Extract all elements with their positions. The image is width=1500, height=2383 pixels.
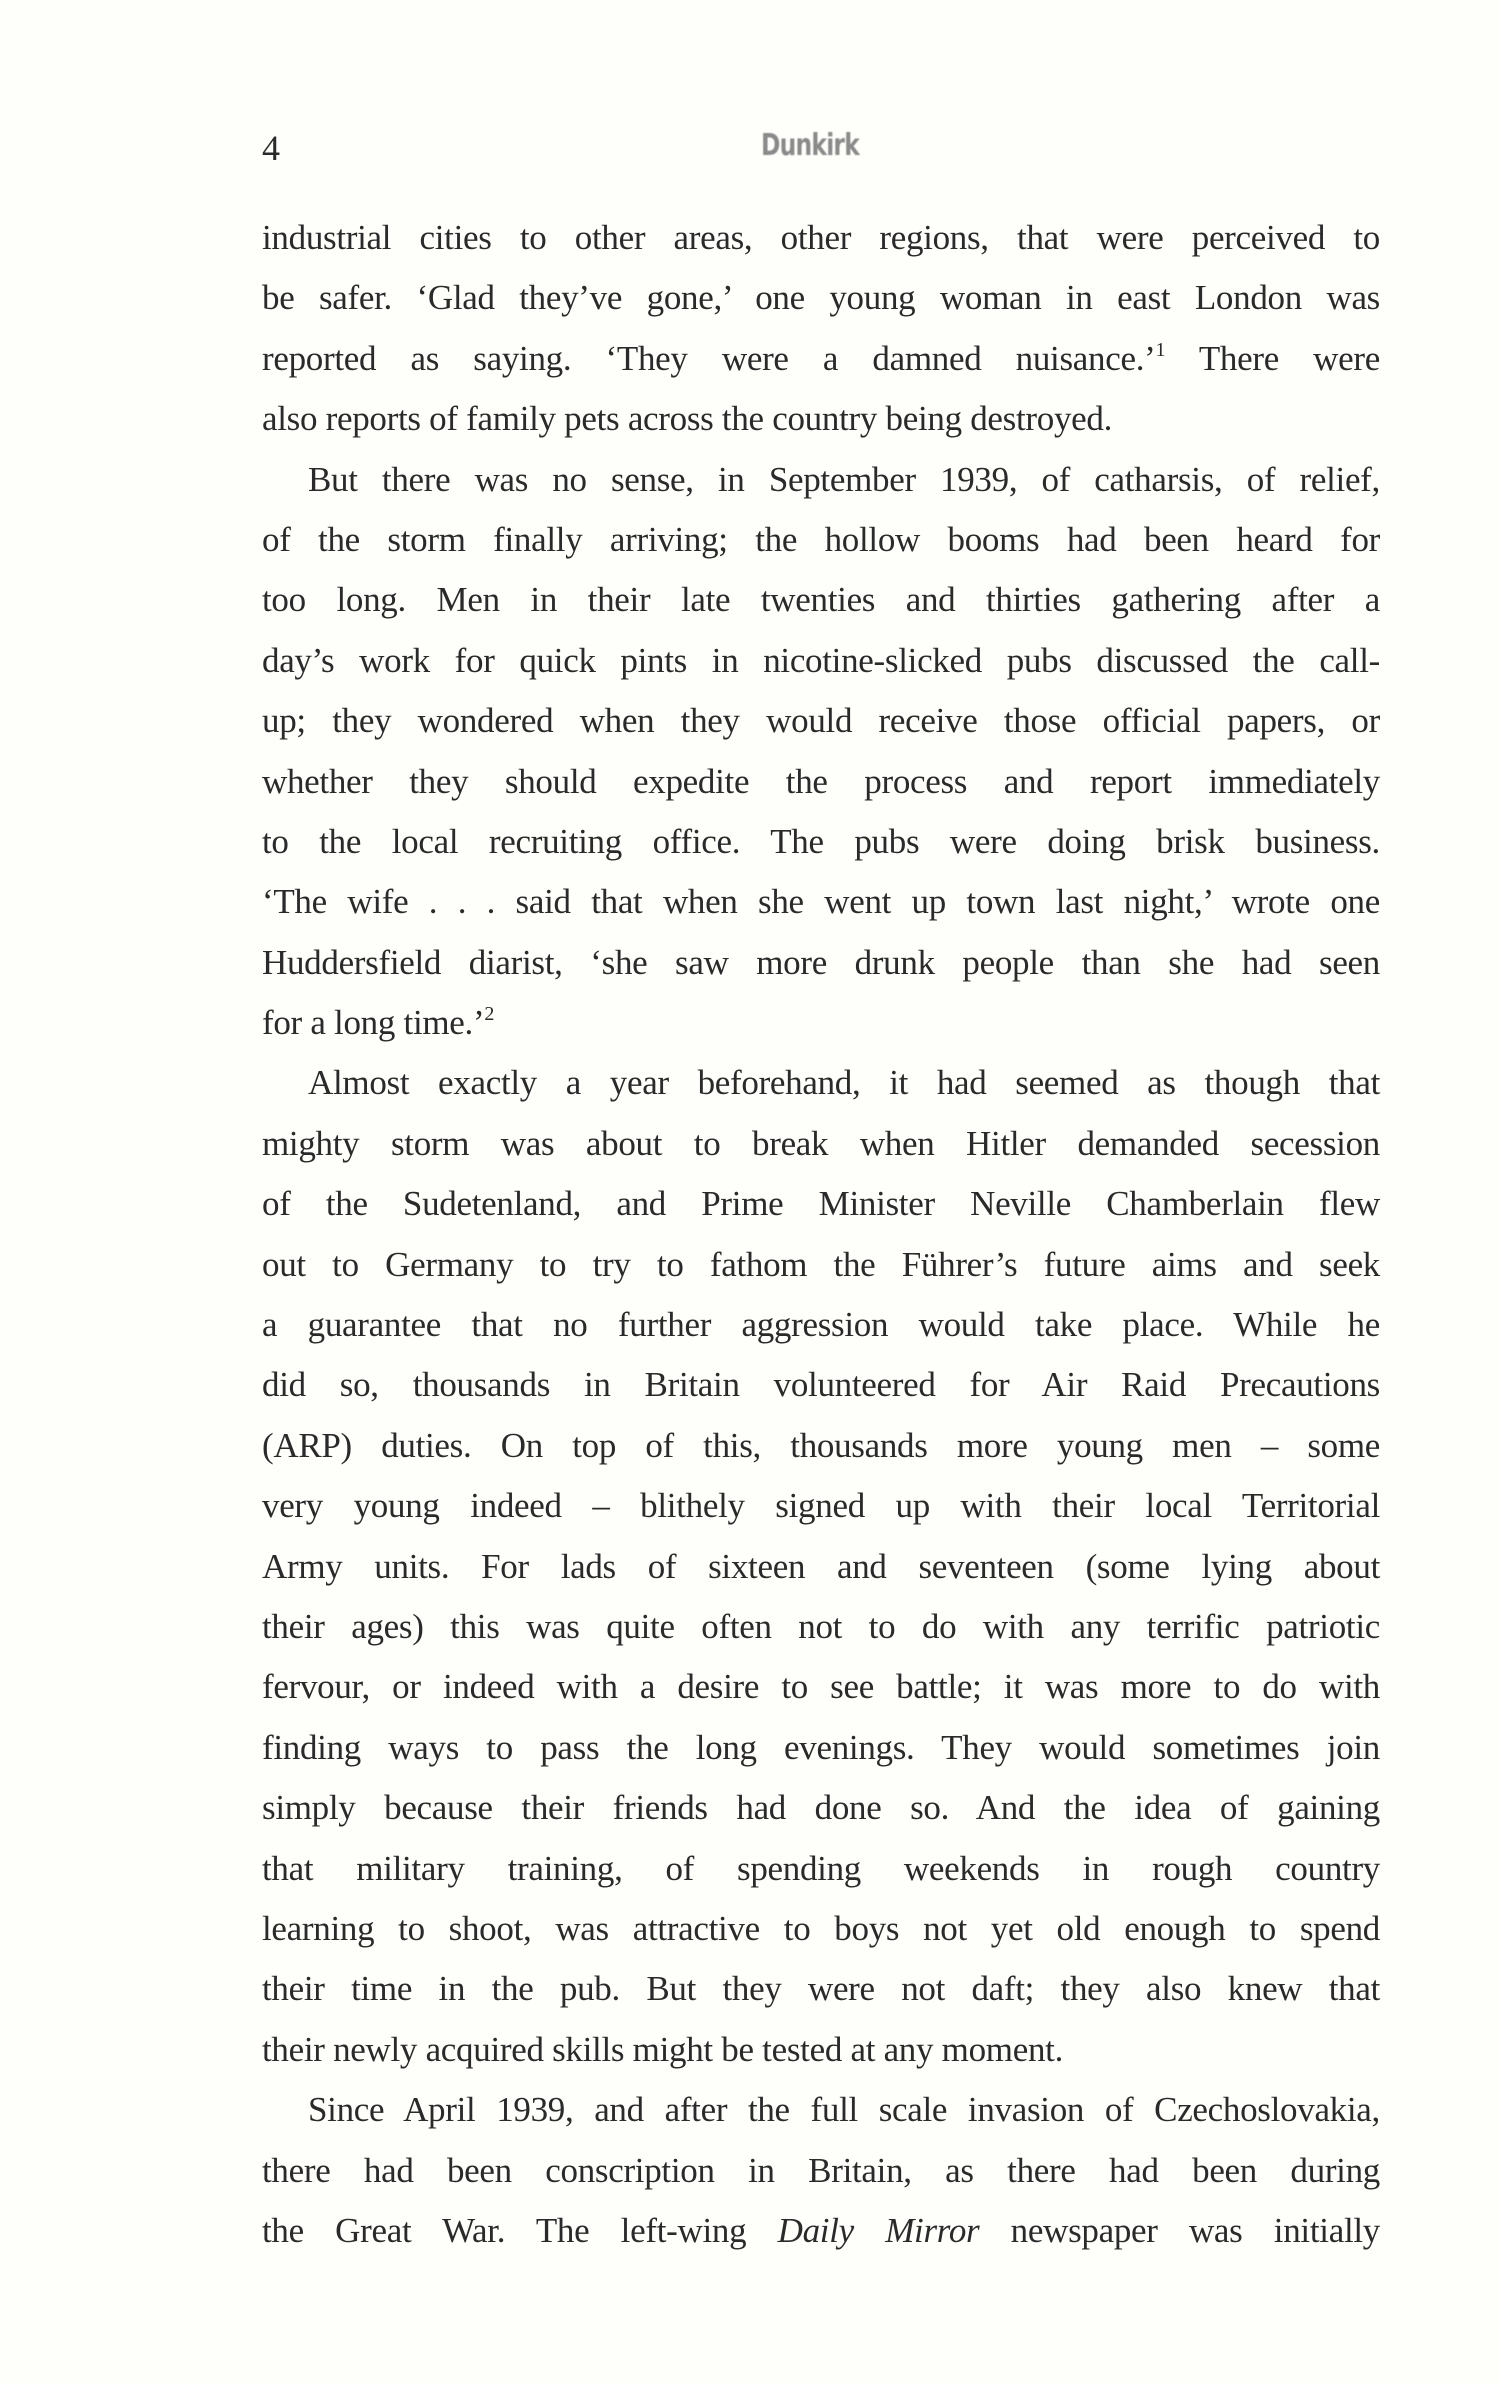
text-line: (ARP) duties. On top of this, thousands more young men – some <box>262 1425 1380 1465</box>
text-line: there had been conscription in Britain, as there had been during <box>262 2150 1380 2190</box>
text-line: the Great War. The left-wing Daily Mirror newspaper was initially <box>262 2210 1380 2250</box>
text-line: Almost exactly a year beforehand, it had seemed as though that <box>308 1063 1380 1103</box>
text-line: too long. Men in their late twenties and thirties gathering after a <box>262 580 1380 620</box>
text-line: up; they wondered when they would receive those official papers, or <box>262 701 1380 741</box>
text-line: of the storm finally arriving; the hollow booms had been heard for <box>262 519 1380 559</box>
page-number: 4 <box>262 128 280 168</box>
text-line: for a long time.’$^2$ <box>262 1003 495 1043</box>
text-line: industrial cities to other areas, other regions, that were perceived to <box>262 218 1380 257</box>
footnote-marker: 1 <box>1155 338 1166 361</box>
text-line: reported as saying. ‘They were a damned nuisance.’$^1$ There were <box>262 338 1380 378</box>
text-line: to the local recruiting office. The pubs were doing brisk business. <box>262 821 1380 861</box>
text-line: be safer. ‘Glad they’ve gone,’ one young woman in east London was <box>262 278 1380 318</box>
text-line: whether they should expedite the process and report immediately <box>262 761 1380 801</box>
text-line: day’s work for quick pints in nicotine-slicked pubs discussed the call- <box>262 640 1380 680</box>
text-line: simply because their friends had done so. And the idea of gaining <box>262 1788 1380 1828</box>
text-line: did so, thousands in Britain volunteered for Air Raid Precautions <box>262 1365 1380 1405</box>
footnote-marker: 2 <box>484 1003 495 1026</box>
running-head-title: Dunkirk <box>761 128 859 163</box>
text-line: Army units. For lads of sixteen and seventeen (some lying about <box>262 1546 1380 1586</box>
text-line: Huddersfield diarist, ‘she saw more drunk people than she had seen <box>262 942 1380 982</box>
text-line: their ages) this was quite often not to do with any terrific patriotic <box>262 1606 1380 1646</box>
text-line: learning to shoot, was attractive to boys not yet old enough to spend <box>262 1908 1380 1948</box>
text-line: But there was no sense, in September 1939, of catharsis, of relief, <box>308 459 1380 499</box>
body-text <box>262 208 1380 2261</box>
text-line: of the Sudetenland, and Prime Minister Neville Chamberlain flew <box>262 1184 1380 1224</box>
italic-title: Daily Mirror <box>777 2210 980 2250</box>
text-line: a guarantee that no further aggression would take place. While he <box>262 1305 1380 1345</box>
text-line: out to Germany to try to fathom the Führer’s future aims and seek <box>262 1244 1380 1284</box>
text-line: fervour, or indeed with a desire to see battle; it was more to do with <box>262 1667 1380 1707</box>
text-line: ‘The wife . . . said that when she went up town last night,’ wrote one <box>262 882 1380 922</box>
text-line: Since April 1939, and after the full scale invasion of Czechoslovakia, <box>308 2090 1380 2130</box>
text-line: that military training, of spending weekends in rough country <box>262 1848 1380 1888</box>
text-line: mighty storm was about to break when Hitler demanded secession <box>262 1123 1380 1163</box>
text-line: very young indeed – blithely signed up with their local Territorial <box>262 1486 1380 1526</box>
text-line: their time in the pub. But they were not daft; they also knew that <box>262 1969 1380 2009</box>
text-line: finding ways to pass the long evenings. They would sometimes join <box>262 1727 1380 1767</box>
text-line: their newly acquired skills might be tested at any moment. <box>262 2029 1064 2069</box>
text-line: also reports of family pets across the country being destroyed. <box>262 399 1113 439</box>
